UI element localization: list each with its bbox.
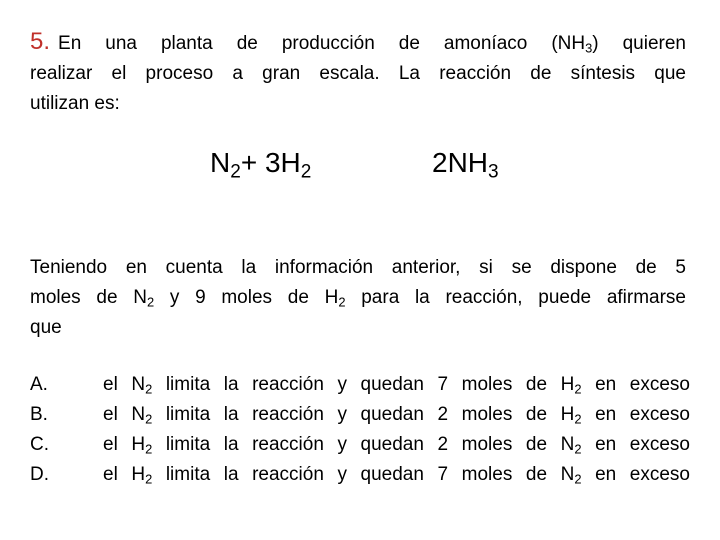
option-c[interactable] xyxy=(30,430,690,460)
option-a[interactable] xyxy=(30,370,690,400)
body-text-2b: y 9 moles de H xyxy=(154,287,339,308)
option-d[interactable] xyxy=(30,460,690,490)
reactant-n-subscript: 2 xyxy=(230,161,241,183)
equation-product xyxy=(432,147,499,183)
reactant-n: N xyxy=(210,147,231,178)
option-letter: A. xyxy=(30,374,48,395)
equation-reactants xyxy=(210,147,312,183)
body-subscript-2: 2 xyxy=(338,294,346,310)
question-number: 5. xyxy=(30,28,51,55)
body-text-2a: moles de N xyxy=(30,287,147,308)
question-intro xyxy=(30,27,686,119)
option-text: el $H_2$ limita la reacción y quedan 7 moles de $N_2$ en exceso xyxy=(103,464,690,487)
option-letter: C. xyxy=(30,434,49,455)
option-letter: D. xyxy=(30,464,49,485)
intro-text-1b: ) quieren xyxy=(592,33,686,54)
product-subscript: 3 xyxy=(488,161,499,183)
body-line-3: que xyxy=(30,317,62,338)
product-nh: 2NH xyxy=(432,147,489,178)
option-b[interactable] xyxy=(30,400,690,430)
option-letter: B. xyxy=(30,404,48,425)
answer-options xyxy=(30,370,690,490)
question-body xyxy=(30,253,686,343)
body-subscript-1: 2 xyxy=(146,294,155,310)
reactant-h-subscript: 2 xyxy=(300,161,312,183)
intro-line-2: realizar el proceso a gran escala. La reacción de síntesis que xyxy=(30,63,686,84)
option-text: el $N_2$ limita la reacción y quedan 2 moles de $H_2$ en exceso xyxy=(103,404,690,427)
intro-subscript: 3 xyxy=(585,40,593,56)
option-text: el $N_2$ limita la reacción y quedan 7 moles de $H_2$ en exceso xyxy=(103,374,690,397)
intro-line-1 xyxy=(30,27,686,59)
option-text: el $H_2$ limita la reacción y quedan 2 moles de $N_2$ en exceso xyxy=(103,434,690,457)
body-line-1: Teniendo en cuenta la información anterior, si se dispone de 5 xyxy=(30,257,686,278)
reactant-h: + 3H xyxy=(240,147,301,178)
intro-line-3: utilizan es: xyxy=(30,93,120,114)
intro-text-1a: En una planta de producción de amoníaco (NH xyxy=(58,33,586,54)
body-text-2c: para la reacción, puede afirmarse xyxy=(345,287,686,308)
body-line-2 xyxy=(30,283,686,313)
